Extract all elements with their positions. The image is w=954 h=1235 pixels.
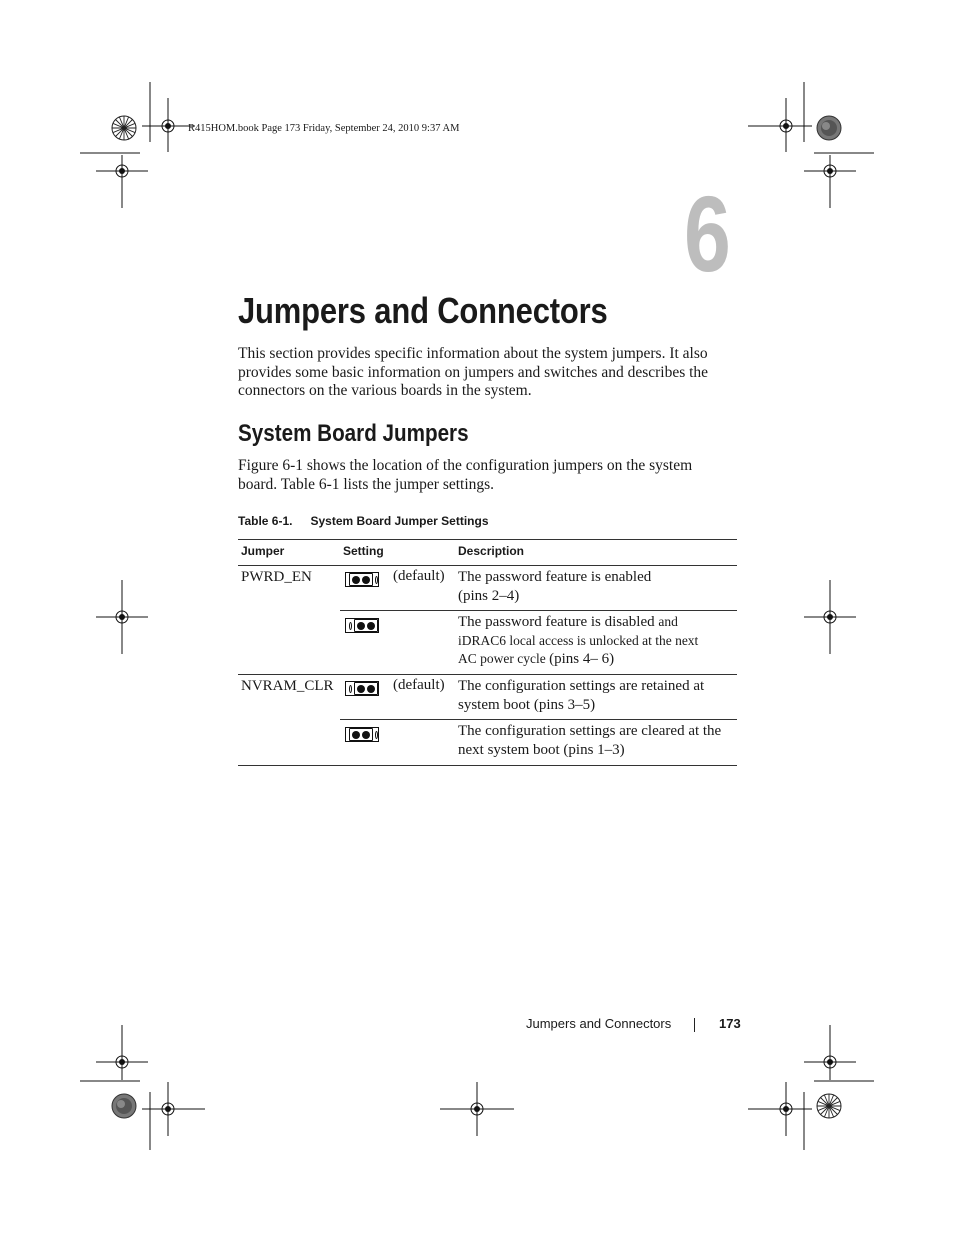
table-header-jumper: Jumper: [241, 544, 285, 558]
setting-label: (default): [393, 568, 445, 584]
description-line: The password feature is enabled: [458, 569, 652, 585]
jumper-name: PWRD_EN: [241, 569, 312, 585]
print-header: R415HOM.book Page 173 Friday, September 24, 2010 9:37 AM: [188, 123, 460, 134]
section-heading: System Board Jumpers: [238, 420, 469, 447]
intro-line: connectors on the various boards in the system.: [238, 382, 532, 400]
description-line: next system boot (pins 1–3): [458, 741, 625, 758]
description-text: The password feature is disabled: [458, 614, 659, 630]
description-line: iDRAC6 local access is unlocked at the next: [458, 632, 699, 648]
table-row-rule: [340, 719, 737, 720]
page-number: 173: [719, 1016, 741, 1031]
table-row-rule: [340, 610, 737, 611]
jumper-pins-1-2-closed-icon: [345, 727, 379, 742]
jumper-pins-2-3-closed-icon: [345, 618, 379, 633]
intro-line: This section provides specific information about the system jumpers. It also: [238, 345, 708, 362]
table-caption-number: Table 6-1.: [238, 514, 293, 528]
description-text: (pins 4– 6): [549, 651, 615, 667]
jumper-name: NVRAM_CLR: [241, 678, 334, 694]
table-header-rule: [238, 565, 737, 566]
setting-description: [458, 613, 736, 669]
description-line: system boot (pins 3–5): [458, 696, 596, 713]
table-header-description: Description: [458, 544, 525, 558]
setting-description: [458, 722, 736, 759]
section-paragraph: [238, 457, 738, 494]
section-line: board. Table 6-1 lists the jumper settings.: [238, 475, 495, 493]
description-text: and: [658, 614, 678, 629]
chapter-number: 6: [684, 173, 731, 294]
table-bottom-rule: [238, 765, 737, 766]
description-line: The configuration settings are retained at: [458, 678, 705, 694]
description-line: [458, 650, 736, 669]
section-line: Figure 6-1 shows the location of the configuration jumpers on the system: [238, 457, 693, 474]
jumper-pins-2-3-closed-icon: [345, 681, 379, 696]
setting-description: [458, 568, 736, 605]
description-text: AC power cycle: [458, 651, 550, 666]
jumper-pins-1-2-closed-icon: [345, 572, 379, 587]
table-header-setting: Setting: [343, 544, 384, 558]
chapter-title: Jumpers and Connectors: [238, 290, 608, 331]
description-line: (pins 2–4): [458, 587, 520, 604]
description-line: [458, 613, 736, 632]
footer-title: Jumpers and Connectors: [526, 1016, 672, 1031]
footer-separator: [694, 1018, 695, 1032]
table-caption: [238, 514, 489, 528]
intro-line: provides some basic information on jumpers and switches and describes the: [238, 363, 709, 381]
table-top-rule: [238, 539, 737, 540]
table-caption-title: System Board Jumper Settings: [310, 514, 489, 528]
table-row-rule: [238, 674, 737, 675]
setting-label: (default): [393, 677, 445, 693]
intro-paragraph: [238, 345, 738, 401]
description-line: The configuration settings are cleared at the: [458, 723, 722, 739]
setting-description: [458, 677, 736, 714]
